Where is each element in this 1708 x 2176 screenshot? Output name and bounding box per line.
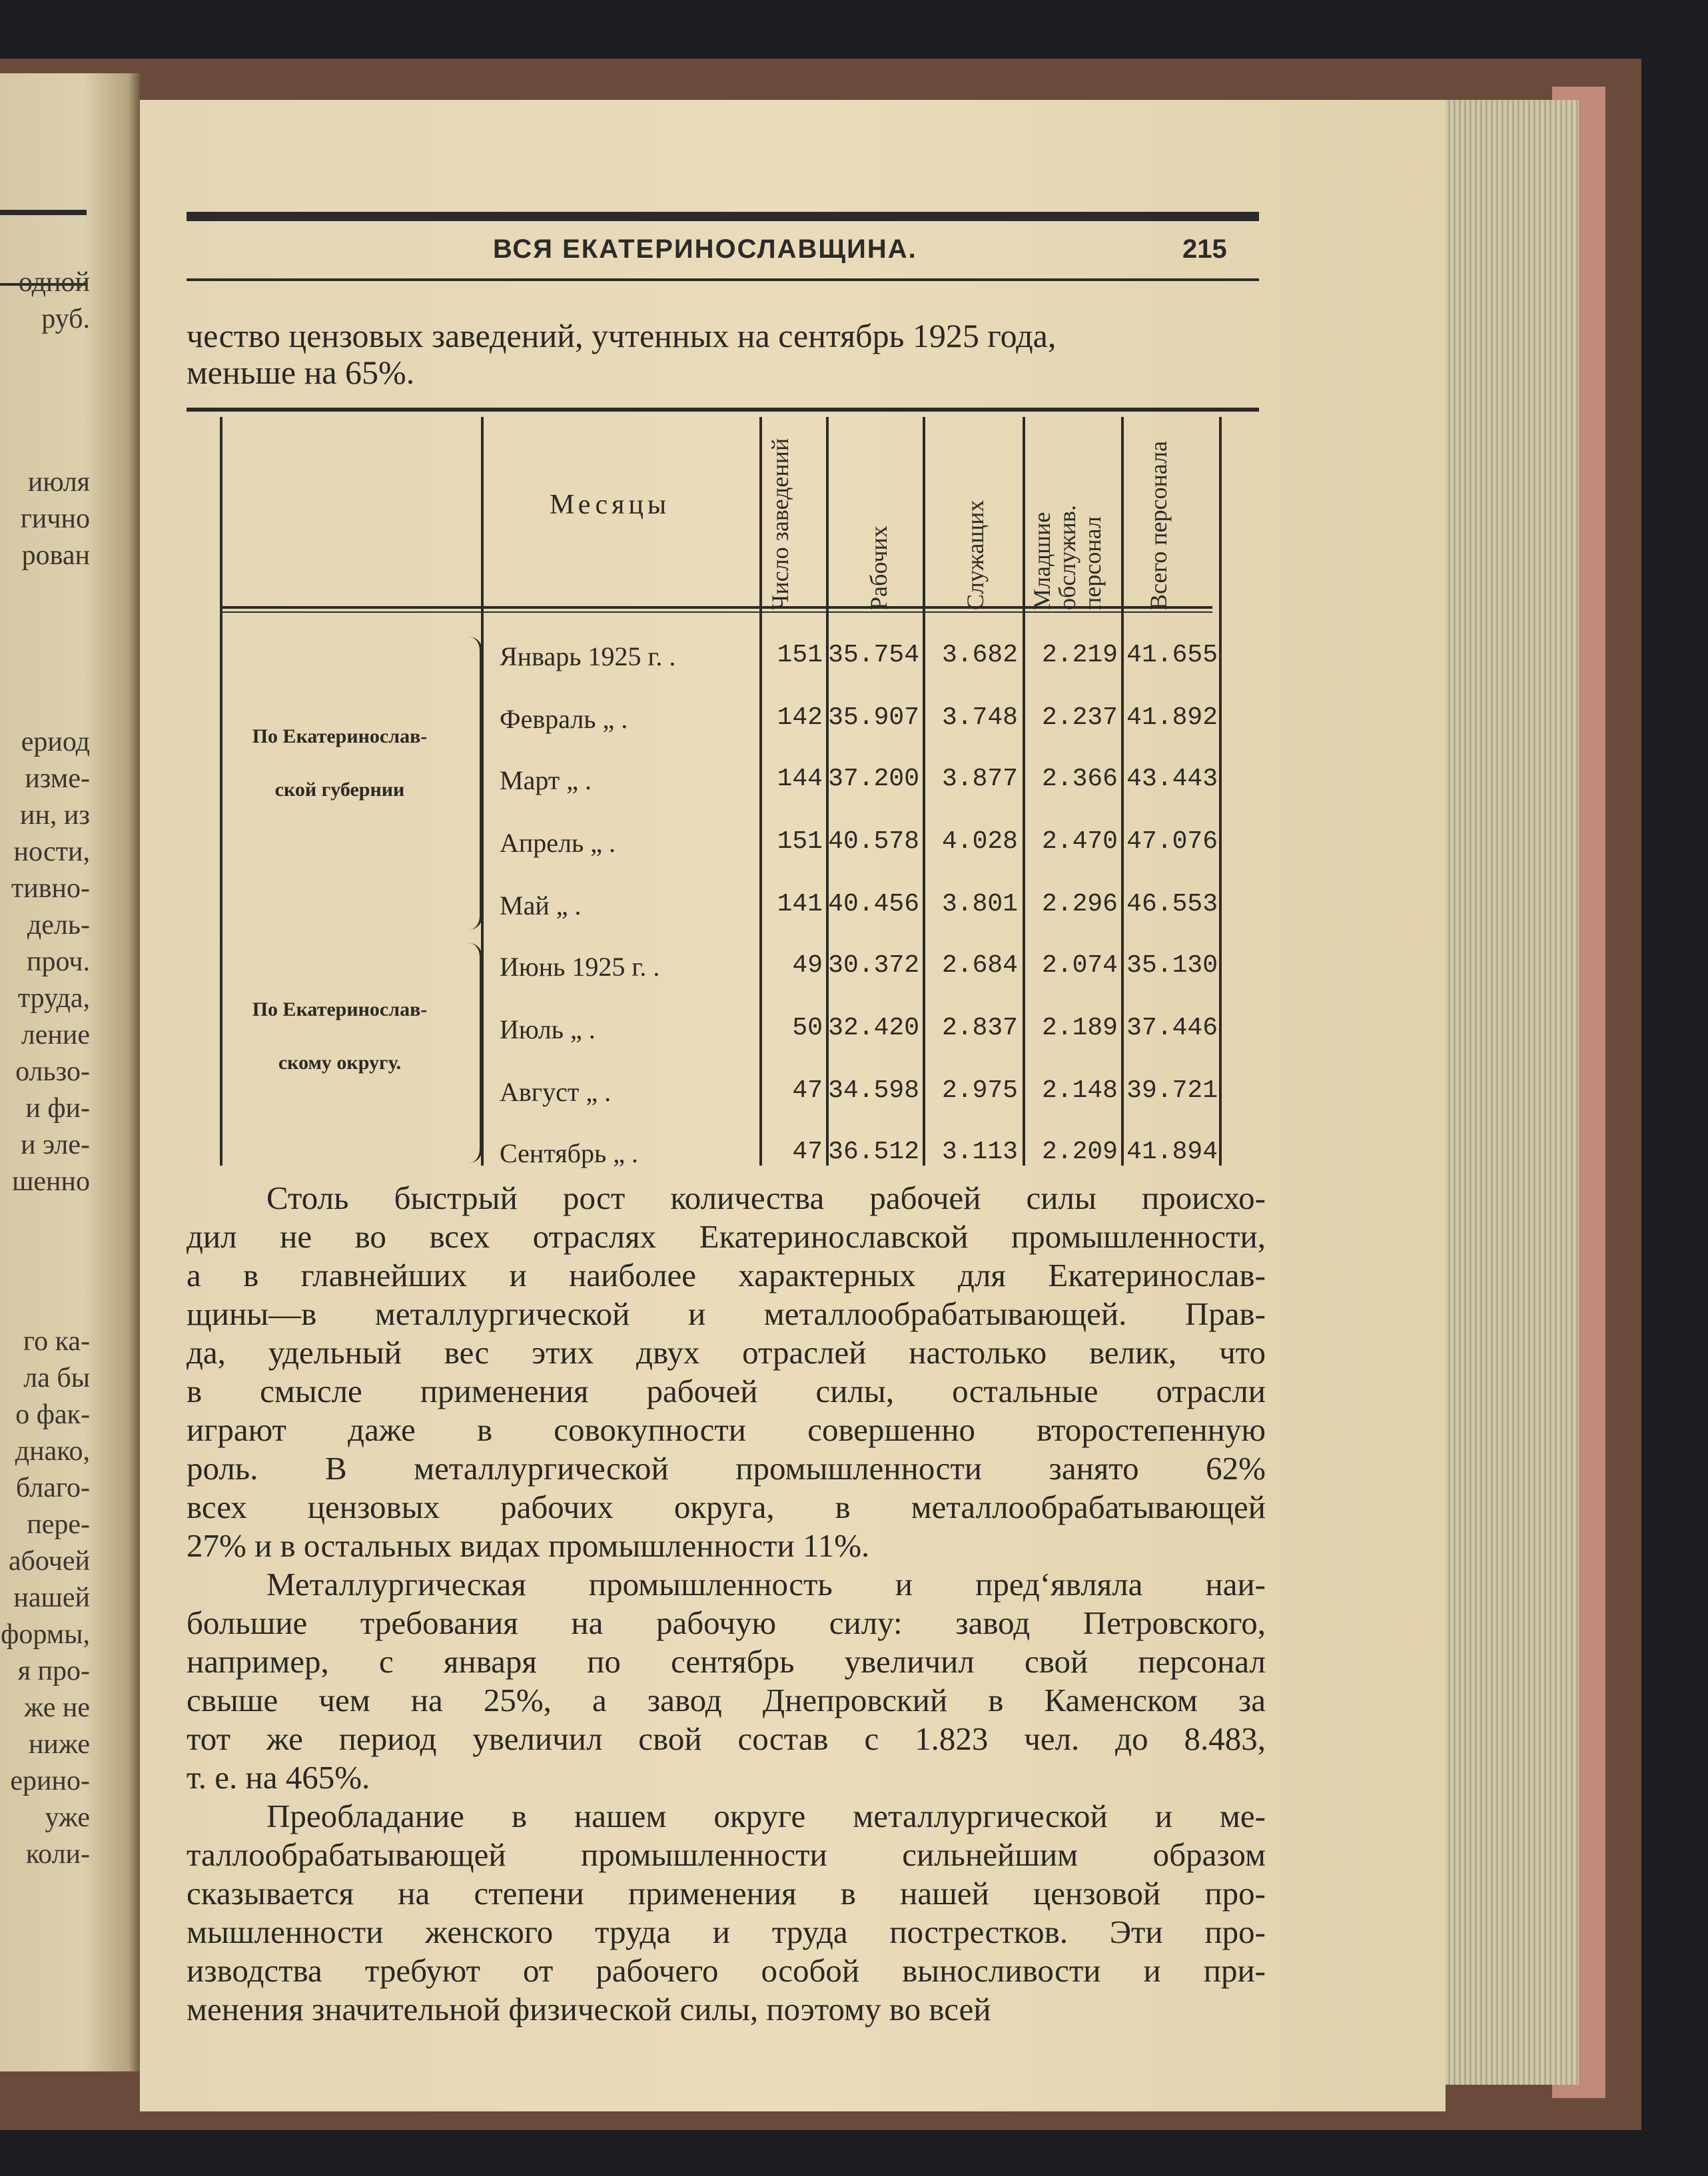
total-cell: 35.130 [1126,951,1218,980]
table-header-rule-thin [220,611,1212,613]
left-page-fragment: труда, [17,983,90,1014]
header-rule-top [187,212,1259,221]
left-page-fragment: ериод [21,727,90,757]
left-page-fragment: и эле- [21,1130,90,1160]
left-page-fragment: гично [20,504,90,534]
total-cell: 39.721 [1126,1076,1218,1105]
group-label-district-line1: По Екатеринослав- [252,998,428,1020]
count-cell: 141 [777,890,823,918]
month-cell: Сентябрь „ . [500,1138,639,1168]
month-cell: Июль „ . [500,1014,596,1044]
paragraph-line: Металлургическая промышленность и пред‘являла наи- [266,1566,1266,1603]
left-page-fragment: коли- [25,1839,90,1870]
total-cell: 41.892 [1126,703,1218,732]
month-cell: Февраль „ . [500,704,628,734]
left-page-fragment: я про- [17,1656,90,1686]
month-cell: Май „ . [500,891,582,920]
paragraph-line: роль. В металлургической промышленности занято 62% [187,1450,1266,1487]
junior-cell: 2.148 [1041,1076,1118,1105]
col-header-count: Число заведений [767,438,793,610]
left-page-fragment: формы, [1,1619,90,1650]
col-header-total: Всего персонала [1145,440,1172,610]
total-cell: 41.655 [1126,641,1218,669]
total-cell: 46.553 [1126,890,1218,918]
left-page-fragment: ности, [13,837,90,867]
clerks-cell: 2.837 [941,1014,1018,1042]
paragraph-line: Преобладание в нашем округе металлургической и ме- [266,1798,1266,1834]
col-header-clerks: Служащих [962,500,989,610]
left-page [0,73,140,2071]
count-cell: 47 [792,1076,823,1105]
table-row [220,1066,1226,1127]
workers-cell: 36.512 [828,1138,919,1166]
table-row [220,940,1226,1002]
paragraph-line: играют даже в совокупности совершенно второстепенную [187,1411,1266,1448]
left-page-fragment: днако, [15,1436,90,1467]
count-cell: 151 [777,827,823,856]
page-number: 215 [1182,234,1227,264]
junior-cell: 2.219 [1041,641,1118,669]
clerks-cell: 3.877 [941,765,1018,793]
left-page-fragment: о фак- [15,1399,90,1430]
left-page-fragment: шенно [12,1166,90,1197]
intro-line-1: чество цензовых заведений, учтенных на сентябрь 1925 года, [187,317,1057,354]
months-header: Месяцы [550,490,671,520]
junior-cell: 2.074 [1041,951,1118,980]
table-row [220,630,1226,691]
count-cell: 144 [777,765,823,793]
page-block-edge [1446,100,1579,2085]
paragraph-line: менения значительной физической силы, поэтому во всей [187,1991,991,2027]
paragraph-line: в смысле применения рабочей силы, остальные отрасли [187,1373,1266,1409]
workers-cell: 32.420 [828,1014,919,1042]
junior-cell: 2.209 [1041,1138,1118,1166]
clerks-cell: 3.682 [941,641,1018,669]
clerks-cell: 3.801 [941,890,1018,918]
workers-cell: 40.456 [828,890,919,918]
paragraph-line: Столь быстрый рост количества рабочей силы происхо- [266,1180,1266,1216]
junior-cell: 2.470 [1041,827,1118,856]
left-page-fragment: уже [45,1802,90,1833]
workers-cell: 35.907 [828,703,919,732]
paragraph-line: большие требования на рабочую силу: завод Петровского, [187,1605,1266,1641]
paragraph-line: сказывается на степени применения в нашей цензовой про- [187,1875,1266,1912]
clerks-cell: 4.028 [941,827,1018,856]
total-cell: 41.894 [1126,1138,1218,1166]
paragraph-line: свыше чем на 25%, а завод Днепровский в Каменском за [187,1682,1266,1718]
left-page-fragment: ление [21,1020,90,1050]
paragraph-line: мышленности женского труда и труда пострестков. Эти про- [187,1914,1266,1950]
workers-cell: 30.372 [828,951,919,980]
count-cell: 47 [792,1138,823,1166]
running-title: ВСЯ ЕКАТЕРИНОСЛАВЩИНА. [493,234,917,264]
total-cell: 37.446 [1126,1014,1218,1042]
paragraph-line: дил не во всех отраслях Екатеринославской промышленности, [187,1218,1266,1255]
workers-cell: 40.578 [828,827,919,856]
left-page-fragment: ниже [28,1729,90,1760]
junior-cell: 2.296 [1041,890,1118,918]
paragraph-line: таллообрабатывающей промышленности сильнейшим образом [187,1836,1266,1873]
left-page-fragment: благо- [15,1473,90,1503]
left-page-fragment: одной [18,267,90,298]
left-page-fragment: нашей [13,1583,90,1613]
col-header-workers: Рабочих [865,526,892,610]
workers-cell: 35.754 [828,641,919,669]
clerks-cell: 2.975 [941,1076,1018,1105]
month-cell: Январь 1925 г. . [500,641,676,671]
junior-cell: 2.237 [1041,703,1118,732]
paragraph-line: а в главнейших и наиболее характерных для Екатеринослав- [187,1257,1266,1293]
group-label-province-line2: ской губернии [274,779,405,801]
left-page-fragment: пере- [27,1509,90,1540]
table-row [220,879,1226,940]
group-label-district-line2: скому округу. [278,1052,402,1074]
paragraph-line: щины—в металлургической и металлообрабатывающей. Прав- [187,1295,1266,1332]
col-header-junior: Младшие обслужив. персонал [1029,505,1106,610]
left-page-fragment: тивно- [11,873,90,904]
paragraph-line: изводства требуют от рабочего особой выносливости и при- [187,1952,1266,1989]
count-cell: 142 [777,703,823,732]
left-page-fragment: проч. [26,946,90,977]
left-page-fragment: руб. [41,304,90,334]
left-page-fragment: ерино- [10,1766,90,1796]
paragraph-line: да, удельный вес этих двух отраслей настолько велик, что [187,1334,1266,1371]
count-cell: 49 [792,951,823,980]
body-text [187,1179,1266,2029]
paragraph-line: всех цензовых рабочих округа, в металлообрабатывающей [187,1489,1266,1525]
left-page-fragment: июля [27,467,90,498]
month-cell: Апрель „ . [500,828,616,858]
paragraph-line: например, с января по сентябрь увеличил свой персонал [187,1643,1266,1680]
left-page-fragment: ользо- [15,1056,90,1087]
left-page-fragment: го ка- [23,1326,90,1357]
group-label-province-line1: По Екатеринослав- [252,725,428,747]
month-cell: Август „ . [500,1077,612,1107]
table-row [220,1003,1226,1064]
month-cell: Март „ . [500,765,592,795]
left-page-rule [0,210,87,215]
left-page-fragment: же не [24,1692,90,1723]
intro-line-2: меньше на 65%. [187,354,415,391]
count-cell: 50 [792,1014,823,1042]
total-cell: 43.443 [1126,765,1218,793]
left-page-fragment: и фи- [25,1093,90,1124]
left-page-fragment: дель- [27,910,90,940]
statistics-table [220,417,1226,1166]
month-cell: Июнь 1925 г. . [500,952,660,982]
left-page-fragment: рован [21,540,90,571]
total-cell: 47.076 [1126,827,1218,856]
clerks-cell: 3.748 [941,703,1018,732]
header-rule-bottom [187,278,1259,281]
workers-cell: 37.200 [828,765,919,793]
left-page-fragment: ла бы [23,1363,90,1393]
paragraph-line: т. е. на 465%. [187,1759,370,1796]
left-page-fragment: абочей [8,1546,90,1577]
paragraph-line: 27% и в остальных видах промышленности 11%. [187,1527,870,1564]
table-row [220,817,1226,878]
junior-cell: 2.366 [1041,765,1118,793]
count-cell: 151 [777,641,823,669]
junior-cell: 2.189 [1041,1014,1118,1042]
workers-cell: 34.598 [828,1076,919,1105]
left-page-fragment: изме- [25,763,90,794]
left-page-fragment: ин, из [19,800,90,831]
clerks-cell: 2.684 [941,951,1018,980]
table-row [220,754,1226,815]
paragraph-line: тот же период увеличил свой состав с 1.823 чел. до 8.483, [187,1720,1266,1757]
clerks-cell: 3.113 [941,1138,1018,1166]
table-row [220,693,1226,754]
